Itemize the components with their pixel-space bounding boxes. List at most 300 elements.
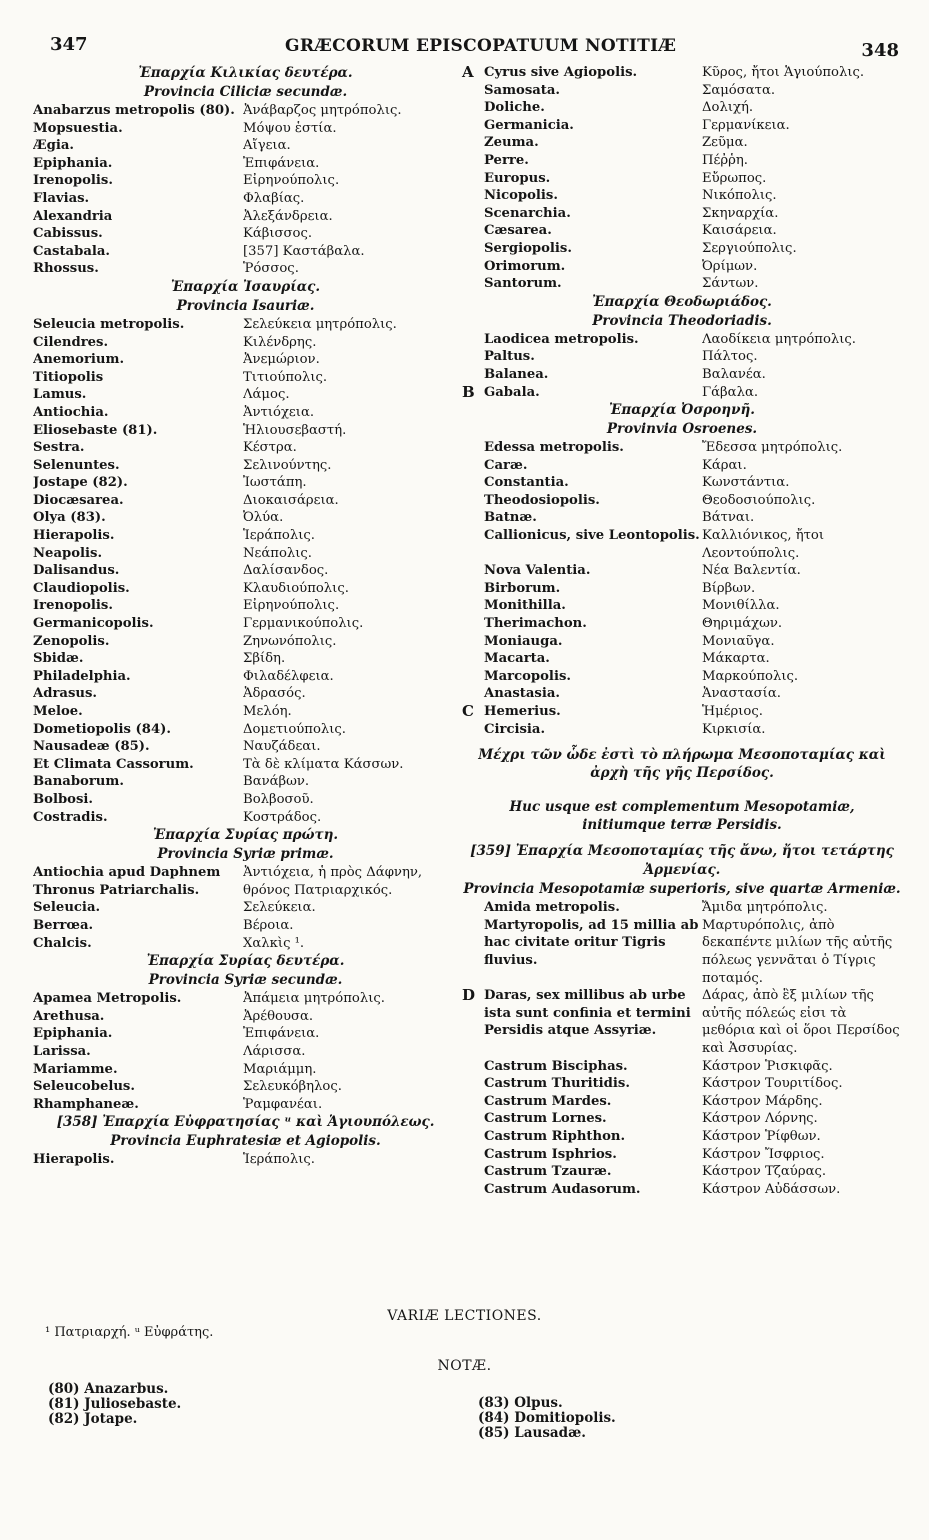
latin-name: Banaborum. (33, 774, 124, 790)
latin-name: Mariamme. (33, 1061, 118, 1077)
see-entry (33, 685, 458, 703)
see-entry (33, 260, 458, 278)
latin-name: Nausadeæ (85). (33, 739, 150, 755)
see-entry (33, 208, 458, 226)
latin-name: Seleucobelus. (33, 1079, 135, 1095)
greek-name: Φιλαδέλφεια. (243, 668, 334, 684)
see-entry (462, 439, 902, 457)
greek-name: Ἀνεμώριον. (243, 352, 320, 368)
latin-name: Cabissus. (33, 226, 103, 242)
see-entry (33, 527, 458, 545)
province-heading-greek: [359] Ἐπαρχία Μεσοποταμίας τῆς ἄνω, ἤτοι τετάρτης Ἀρμενίας. (470, 843, 894, 879)
see-entry (462, 170, 902, 188)
see-entry (33, 1043, 458, 1061)
see-entry (462, 240, 902, 258)
see-entry (33, 190, 458, 208)
see-entry (33, 738, 458, 756)
see-entry (462, 615, 902, 633)
note-line: (81) Juliosebaste. (48, 1396, 182, 1412)
margin-letter: C (462, 702, 474, 720)
see-entry (33, 756, 458, 774)
see-entry (462, 348, 902, 366)
province-heading-latin: Provincia Isauriæ. (176, 297, 315, 314)
see-entry (462, 1058, 902, 1076)
greek-name: Ῥόσσος. (243, 261, 299, 277)
latin-name: Castrum Isphrios. (484, 1146, 617, 1162)
see-entry (33, 369, 458, 387)
latin-name: Philadelphia. (33, 668, 131, 684)
see-entry (33, 474, 458, 492)
see-entry (33, 633, 458, 651)
greek-name: [357] Καστάβαλα. (243, 243, 365, 259)
greek-name: Κάστρον Αὐδάσσων. (702, 1181, 841, 1197)
latin-name: Castrum Mardes. (484, 1093, 612, 1109)
latin-name: Scenarchia. (484, 205, 571, 221)
see-entry (33, 155, 458, 173)
greek-name: Μάκαρτα. (702, 651, 770, 667)
greek-name: Αἴγεια. (243, 138, 291, 154)
greek-name: Θηριμάχων. (702, 616, 783, 632)
spacer (462, 834, 902, 842)
greek-name: Ἔδεσσα μητρόπολις. (702, 440, 843, 456)
greek-name: Πέῤῥη. (702, 152, 748, 168)
greek-name: Σελευκόβηλος. (243, 1079, 342, 1095)
province-heading-latin: Provincia Theodoriadis. (592, 312, 772, 329)
see-entry (462, 703, 902, 721)
see-entry (462, 82, 902, 100)
latin-name: Callionicus, sive Leontopolis. (484, 528, 700, 544)
greek-name: Ἐπιφάνεια. (243, 1026, 320, 1042)
latin-name: Castrum Audasorum. (484, 1181, 641, 1197)
latin-name: Diocæsarea. (33, 492, 124, 508)
latin-name: Caræ. (484, 457, 528, 473)
see-entry (462, 152, 902, 170)
see-entry (33, 1151, 458, 1169)
see-entry (33, 597, 458, 615)
latin-name: Laodicea metropolis. (484, 331, 639, 347)
greek-name: Κάστρον Ῥισκιφᾶς. (702, 1058, 833, 1074)
latin-name: Arethusa. (33, 1008, 105, 1024)
greek-name: Θεοδοσιούπολις. (702, 492, 816, 508)
latin-name: Olya (83). (33, 510, 106, 526)
latin-name: Hierapolis. (33, 1152, 115, 1168)
latin-name: Claudiopolis. (33, 580, 130, 596)
latin-name: Sergiopolis. (484, 240, 572, 256)
see-entry (462, 899, 902, 917)
see-entry (33, 809, 458, 827)
see-entry (33, 917, 458, 935)
latin-name: Castrum Tzauræ. (484, 1164, 612, 1180)
latin-name: Anastasia. (484, 686, 560, 702)
see-entry (462, 1181, 902, 1199)
latin-name: Orimorum. (484, 258, 566, 274)
see-entry (33, 1078, 458, 1096)
latin-name: Perre. (484, 152, 529, 168)
province-heading-latin: Provincia Euphratesiæ et Agiopolis. (110, 1133, 381, 1150)
see-entry (462, 187, 902, 205)
see-entry (33, 773, 458, 791)
latin-name: Neapolis. (33, 545, 103, 561)
notae-right (478, 1396, 616, 1441)
greek-name: Δαλίσανδος. (243, 563, 329, 579)
latin-name: Antiochia. (33, 404, 109, 420)
greek-name: Ἀλεξάνδρεια. (243, 208, 333, 224)
right-column (462, 64, 902, 1198)
greek-name: Τιτιούπολις. (243, 369, 328, 385)
see-entry (33, 721, 458, 739)
latin-name: Cæsarea. (484, 223, 552, 239)
greek-name: Μόψου ἑστία. (243, 120, 337, 136)
note-line: (82) Jotape. (48, 1411, 138, 1427)
see-entry (33, 864, 458, 899)
see-entry (462, 580, 902, 598)
see-entry (462, 1128, 902, 1146)
see-entry (33, 703, 458, 721)
greek-name: Καισάρεια. (702, 223, 777, 239)
province-heading-latin: Provincia Syriæ secundæ. (148, 972, 343, 989)
latin-name: Dalisandus. (33, 563, 120, 579)
see-entry (33, 137, 458, 155)
greek-name: Εἰρηνούπολις. (243, 173, 340, 189)
greek-name: Διοκαισάρεια. (243, 492, 339, 508)
latin-name: Irenopolis. (33, 598, 113, 614)
latin-name: Meloe. (33, 704, 83, 719)
greek-name: Μαρκούπολις. (702, 668, 799, 684)
see-entry (33, 668, 458, 686)
greek-name: Μονιαῦγα. (702, 633, 775, 649)
notae-left (48, 1382, 181, 1427)
latin-name: Paltus. (484, 349, 535, 365)
latin-name: Birborum. (484, 580, 561, 596)
notae-heading: NOTÆ. (437, 1358, 492, 1374)
latin-name: Hierapolis. (33, 528, 115, 544)
greek-name: Ἀντιόχεια, ἡ πρὸς Δάφνην, θρόνος Πατριαρχικός. (243, 865, 423, 898)
see-entry (33, 457, 458, 475)
page-number-left: 347 (50, 34, 88, 55)
greek-name: Ἀνάβαρζος μητρόπολις. (243, 103, 402, 118)
province-heading-greek: Ἐπαρχία Συρίας πρώτη. (152, 827, 339, 844)
see-entry (462, 384, 902, 402)
see-entry (462, 562, 902, 580)
left-column (33, 64, 458, 1169)
greek-name: Πάλτος. (702, 349, 758, 365)
margin-letter: B (462, 382, 475, 401)
see-entry (33, 1025, 458, 1043)
greek-name: Ἐπιφάνεια. (243, 155, 320, 171)
latin-name: Mopsuestia. (33, 120, 123, 136)
latin-name: Apamea Metropolis. (33, 991, 182, 1007)
greek-name: Εἰρηνούπολις. (243, 598, 340, 614)
greek-name: Κιρκισία. (702, 721, 766, 737)
latin-name: Germanicopolis. (33, 616, 154, 632)
latin-name: Marcopolis. (484, 668, 571, 684)
latin-name: Cyrus sive Agiopolis. (484, 65, 638, 80)
greek-name: Κωνστάντια. (702, 475, 790, 491)
greek-name: Δομετιούπολις. (243, 721, 347, 737)
greek-name: Ἡμέριος. (702, 704, 763, 719)
see-entry (462, 134, 902, 152)
province-heading-greek: Ἐπαρχία Θεοδωριάδος. (592, 293, 772, 310)
see-entry (462, 99, 902, 117)
greek-name: Ὀλύα. (243, 510, 284, 526)
latin-name: Macarta. (484, 651, 550, 667)
province-heading-latin: Provinvia Osroenes. (606, 421, 758, 438)
see-entry (33, 422, 458, 440)
province-heading-latin: Provincia Syriæ primæ. (157, 846, 334, 863)
latin-name: Martyropolis, ad 15 millia ab hac civitate oritur Tigris fluvius. (484, 917, 699, 968)
province-heading-latin: Provincia Mesopotamiæ superioris, sive quartæ Armeniæ. (463, 881, 901, 898)
latin-name: Zeuma. (484, 135, 539, 151)
province-heading-greek: Ἐπαρχία Κιλικίας δευτέρα. (138, 65, 353, 81)
latin-name: Anemorium. (33, 352, 125, 368)
see-entry (462, 275, 902, 293)
see-entry (33, 439, 458, 457)
greek-name: Νικόπολις. (702, 188, 777, 204)
latin-name: Edessa metropolis. (484, 440, 624, 456)
greek-name: Δάρας, ἀπὸ ἓξ μιλίων τῆς αὐτῆς πόλεώς εἰσι τὰ μεθόρια καὶ οἱ ὅροι Περσίδος καὶ Ἀσσυρίας. (702, 988, 900, 1056)
latin-name: Hemerius. (484, 704, 561, 719)
greek-name: Κλαυδιούπολις. (243, 580, 349, 596)
spacer (462, 782, 902, 790)
latin-name: Rhossus. (33, 261, 99, 277)
latin-name: Irenopolis. (33, 173, 113, 189)
see-entry (462, 917, 902, 987)
greek-name: Ἀναστασία. (702, 686, 781, 702)
see-entry (462, 258, 902, 276)
greek-name: Ζεῦμα. (702, 135, 748, 151)
greek-name: Κάβισσος. (243, 226, 313, 242)
latin-name: Castrum Thuritidis. (484, 1076, 630, 1092)
see-entry (462, 366, 902, 384)
latin-name: Constantia. (484, 475, 569, 491)
greek-name: Κάστρον Τουριτίδος. (702, 1076, 843, 1092)
greek-name: Σελεύκεια. (243, 900, 316, 916)
latin-name: Samosata. (484, 82, 561, 98)
latin-name: Antiochia apud Daphnem Thronus Patriarchalis. (33, 865, 221, 898)
latin-name: Balanea. (484, 366, 549, 382)
latin-name: Dometiopolis (84). (33, 721, 171, 737)
greek-name: Σάντων. (702, 276, 759, 292)
greek-name: Γερμανίκεια. (702, 117, 790, 133)
greek-name: Σελινούντης. (243, 457, 332, 473)
latin-name: Seleucia metropolis. (33, 316, 185, 332)
note-line: (85) Lausadæ. (478, 1425, 586, 1441)
see-entry (33, 225, 458, 243)
latin-name: Jostape (82). (33, 475, 128, 491)
running-header (50, 30, 899, 62)
greek-name: Κάστρον Τζαύρας. (702, 1164, 827, 1180)
see-entry (33, 404, 458, 422)
latin-name: Epiphania. (33, 1026, 113, 1042)
note-line: (83) Olpus. (478, 1395, 563, 1411)
province-heading-greek: Ἐπαρχία Ἰσαυρίας. (170, 278, 321, 295)
greek-name: Κάστρον Λόρνης. (702, 1111, 818, 1127)
latin-name: Titiopolis (33, 369, 104, 385)
greek-name: Μονιθίλλα. (702, 598, 780, 614)
see-entry (33, 334, 458, 352)
greek-name: Κοστράδος. (243, 809, 322, 825)
see-entry (33, 172, 458, 190)
see-entry (462, 64, 902, 82)
province-heading-latin: Provincia Ciliciæ secundæ. (143, 84, 348, 100)
see-entry (462, 492, 902, 510)
greek-name: Χαλκὶς ¹. (243, 935, 305, 951)
greek-name: Σκηναρχία. (702, 205, 779, 221)
see-entry (462, 1075, 902, 1093)
greek-name: Ἡλιουσεβαστή. (243, 422, 347, 438)
latin-name: Alexandria (33, 208, 113, 224)
greek-name: Ἱεράπολις. (243, 528, 315, 544)
latin-name: Therimachon. (484, 616, 587, 632)
greek-name: Εὔρωπος. (702, 170, 767, 186)
latin-name: Selenuntes. (33, 457, 120, 473)
latin-name: Cilendres. (33, 334, 109, 350)
see-entry (462, 685, 902, 703)
greek-name: Γερμανικούπολις. (243, 616, 364, 632)
see-entry (462, 650, 902, 668)
greek-name: Τὰ δὲ κλίματα Κάσσων. (243, 756, 404, 772)
see-entry (462, 474, 902, 492)
latin-name: Batnæ. (484, 510, 537, 526)
latin-name: Castrum Lornes. (484, 1111, 607, 1127)
see-entry (462, 668, 902, 686)
greek-name: Μαρτυρόπολις, ἀπὸ δεκαπέντε μιλίων τῆς αὐτῆς πόλεως γεννᾶται ὁ Τίγρις ποταμός. (702, 917, 893, 986)
greek-name: Ῥαμφανέαι. (243, 1096, 323, 1112)
latin-name: Adrasus. (33, 686, 97, 702)
greek-name: Νεάπολις. (243, 545, 312, 561)
see-entry (462, 1110, 902, 1128)
see-entry (462, 117, 902, 135)
greek-name: Βανάβων. (243, 774, 310, 790)
latin-name: Europus. (484, 170, 551, 186)
latin-name: Costradis. (33, 809, 108, 825)
greek-name: Ἀδρασός. (243, 686, 306, 702)
greek-name: Ἰωστάπη. (243, 475, 307, 491)
latin-name: Moniauga. (484, 633, 563, 649)
latin-name: Nicopolis. (484, 188, 558, 204)
greek-name: Κῦρος, ἤτοι Ἁγιούπολις. (702, 65, 865, 80)
latin-name: Et Climata Cassorum. (33, 756, 194, 772)
latin-name: Castabala. (33, 243, 111, 259)
margin-letter: D (462, 986, 476, 1005)
running-title: GRÆCORUM EPISCOPATUUM NOTITIÆ (285, 36, 677, 56)
see-entry (462, 633, 902, 651)
see-entry (33, 580, 458, 598)
see-entry (33, 562, 458, 580)
see-entry (462, 331, 902, 349)
latin-name: Amida metropolis. (484, 900, 620, 916)
latin-name: Bolbosi. (33, 791, 93, 807)
see-entry (462, 222, 902, 240)
see-entry (462, 1163, 902, 1181)
latin-name: Epiphania. (33, 155, 113, 171)
variae-lectiones-text: ¹ Πατριαρχή. ᵘ Εὐφράτης. (45, 1325, 214, 1340)
greek-name: Λάμος. (243, 387, 290, 403)
variae-lectiones-heading: VARIÆ LECTIONES. (387, 1308, 542, 1324)
latin-name: Lamus. (33, 387, 87, 403)
note-paragraph: Μέχρι τῶν ὧδε ἐστὶ τὸ πλήρωμα Μεσοποταμίας καὶ ἀρχὴ τῆς γῆς Περσίδος. (478, 747, 886, 782)
latin-name: Castrum Bisciphas. (484, 1058, 628, 1074)
see-entry (462, 597, 902, 615)
see-entry (462, 721, 902, 739)
see-entry (33, 1061, 458, 1079)
greek-name: Λάρισσα. (243, 1043, 306, 1059)
latin-name: Larissa. (33, 1043, 91, 1059)
greek-name: Σελεύκεια μητρόπολις. (243, 316, 397, 332)
note-line: (84) Domitiopolis. (478, 1410, 616, 1426)
see-entry (33, 102, 458, 120)
see-entry (33, 615, 458, 633)
see-entry (33, 492, 458, 510)
see-entry (462, 1093, 902, 1111)
province-heading-greek: [358] Ἐπαρχία Εὐφρατησίας ᵘ καὶ Ἁγιουπόλεως. (56, 1114, 435, 1131)
see-entry (33, 351, 458, 369)
greek-name: Σβίδη. (243, 651, 286, 667)
greek-name: Ἀντιόχεια. (243, 404, 315, 420)
latin-name: Chalcis. (33, 935, 92, 951)
see-entry (33, 791, 458, 809)
see-entry (33, 545, 458, 563)
latin-name: Sbidæ. (33, 651, 84, 667)
see-entry (462, 527, 902, 562)
latin-name: Theodosiopolis. (484, 492, 600, 508)
greek-name: Βαλανέα. (702, 366, 766, 382)
greek-name: Μελόη. (243, 704, 292, 719)
see-entry (33, 316, 458, 334)
see-entry (33, 120, 458, 138)
latin-name: Eliosebaste (81). (33, 422, 158, 438)
greek-name: Ὀρίμων. (702, 258, 758, 274)
greek-name: Κάστρον Μάρδης. (702, 1093, 823, 1109)
see-entry (33, 650, 458, 668)
latin-name: Rhamphaneæ. (33, 1096, 139, 1112)
latin-name: Berrœa. (33, 917, 94, 933)
greek-name: Ναυζάδεαι. (243, 739, 321, 755)
greek-name: Κάραι. (702, 457, 747, 473)
latin-name: Germanicia. (484, 117, 574, 133)
greek-name: Γάβαλα. (702, 384, 759, 400)
spacer (462, 790, 902, 798)
greek-name: Νέα Βαλεντία. (702, 563, 801, 579)
see-entry (33, 1096, 458, 1114)
greek-name: Σεργιούπολις. (702, 240, 797, 256)
greek-name: Δολιχή. (702, 100, 754, 116)
greek-name: Σαμόσατα. (702, 82, 776, 98)
see-entry (33, 990, 458, 1008)
greek-name: Κιλένδρης. (243, 334, 317, 350)
note-line: (80) Anazarbus. (48, 1381, 169, 1397)
province-heading-greek: Ἐπαρχία Ὀσροηνῆ. (609, 402, 755, 419)
latin-name: Gabala. (484, 384, 540, 400)
greek-name: Βολβοσοῦ. (243, 791, 314, 807)
greek-name: Καλλιόνικος, ἤτοι Λεοντούπολις. (702, 528, 825, 561)
see-entry (462, 457, 902, 475)
greek-name: Ἀρέθουσα. (243, 1008, 314, 1024)
spacer (462, 738, 902, 746)
latin-name: Seleucia. (33, 900, 101, 916)
greek-name: Ἀπάμεια μητρόπολις. (243, 991, 385, 1007)
province-heading-greek: Ἐπαρχία Συρίας δευτέρα. (146, 953, 345, 970)
greek-name: Βάτναι. (702, 510, 755, 526)
latin-name: Nova Valentia. (484, 563, 591, 579)
latin-name: Castrum Riphthon. (484, 1128, 626, 1144)
see-entry (33, 509, 458, 527)
greek-name: Κάστρον Ῥίφθων. (702, 1128, 821, 1144)
see-entry (33, 386, 458, 404)
latin-name: Monithilla. (484, 598, 566, 614)
page-number-right: 348 (861, 40, 899, 61)
see-entry (33, 899, 458, 917)
